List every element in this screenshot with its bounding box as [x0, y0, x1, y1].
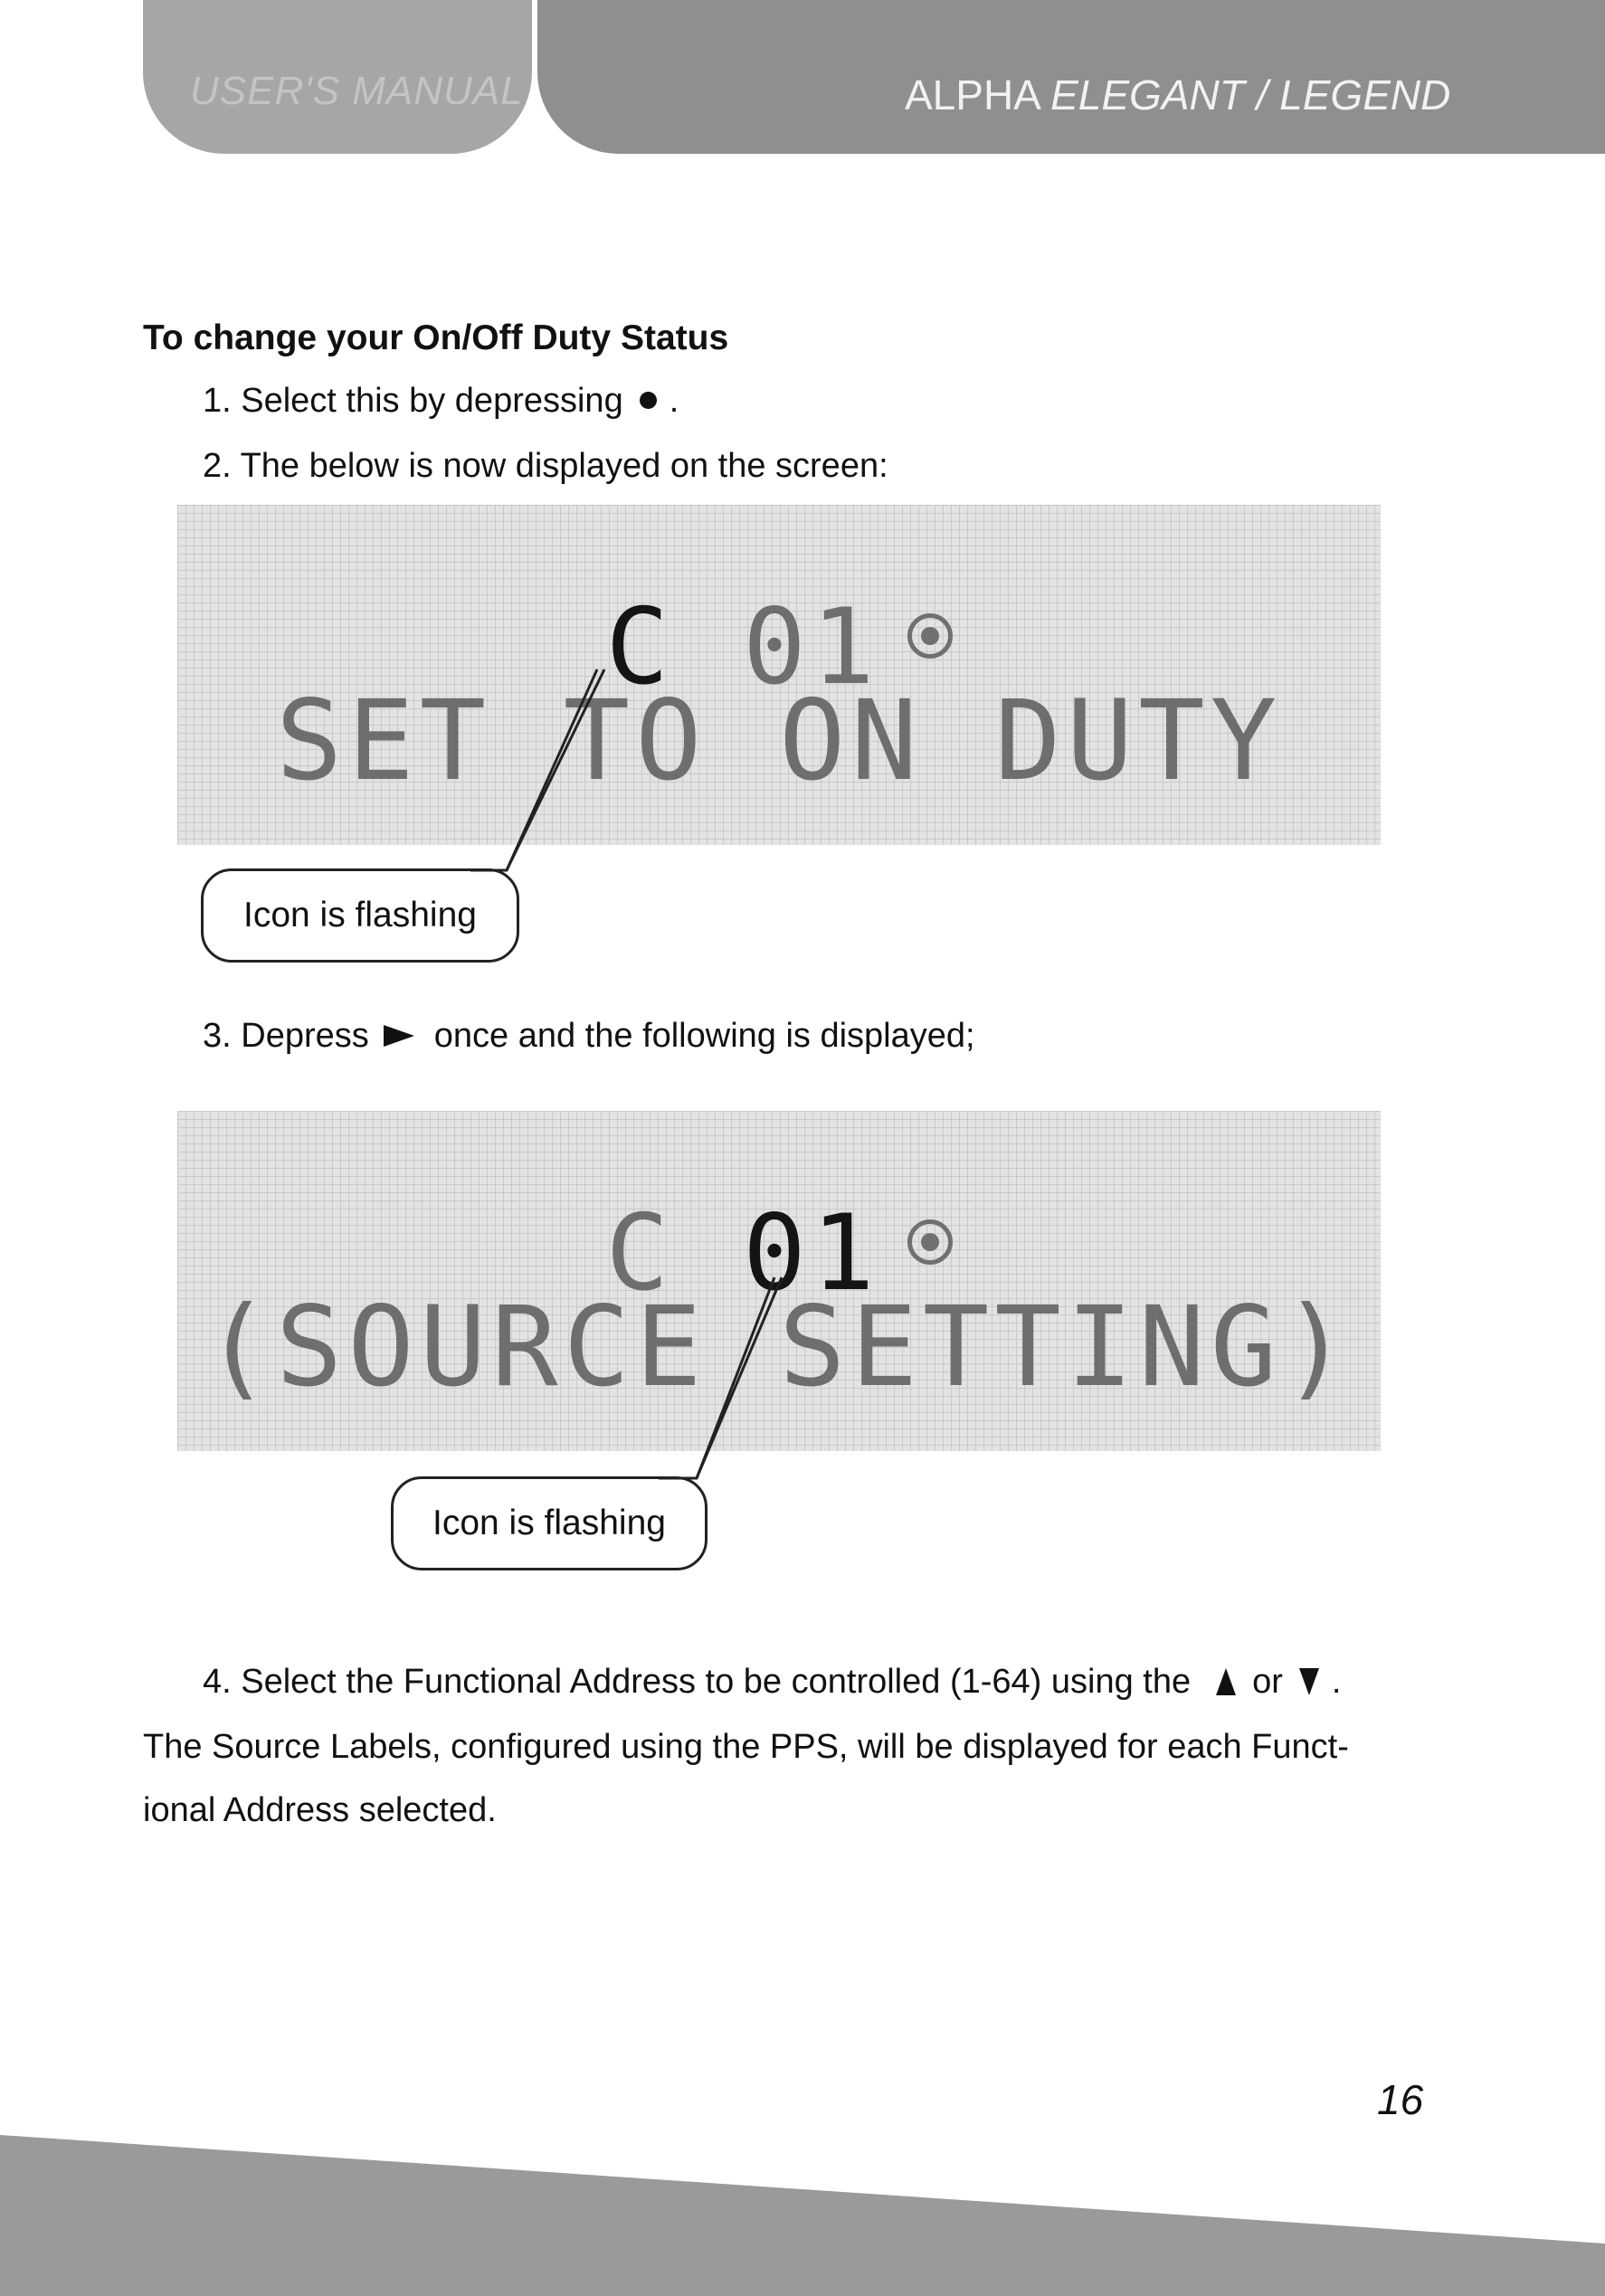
paragraph-line-2: ional Address selected. [143, 1791, 497, 1829]
step-4-or: or [1252, 1663, 1283, 1701]
lcd-1-message: SET TO ON DUTY [275, 677, 1283, 805]
brand-plain: ALPHA [905, 71, 1051, 119]
header-tab-manual [143, 0, 532, 154]
brand-title [905, 71, 1450, 119]
target-circle-icon [907, 1219, 953, 1265]
lcd-2-message: (SOURCE SETTING) [204, 1283, 1354, 1411]
step-3 [203, 1017, 975, 1056]
lcd-1-address: 01 [743, 586, 880, 708]
manual-label: USER'S MANUAL [190, 69, 524, 113]
up-triangle-icon [1216, 1668, 1236, 1695]
right-arrow-icon [384, 1025, 414, 1047]
lcd-screen-2 [177, 1111, 1381, 1451]
section-heading: To change your On/Off Duty Status [143, 318, 729, 357]
filled-circle-icon [640, 392, 657, 409]
footer-band [0, 2117, 1605, 2296]
paragraph-line-1: The Source Labels, configured using the PPS, will be displayed for each Funct- [143, 1728, 1349, 1766]
lcd-screen-1 [177, 505, 1381, 845]
target-circle-icon [907, 613, 953, 659]
lcd-2-c-char: C [605, 1192, 675, 1314]
callout-icon-flashing-2: Icon is flashing [391, 1476, 708, 1570]
callout-icon-flashing-1: Icon is flashing [201, 868, 519, 963]
step-4-end: . [1331, 1663, 1342, 1701]
brand-italic: ELEGANT / LEGEND [1050, 71, 1451, 119]
step-1-text: 1. Select this by depressing [203, 382, 623, 420]
step-4-text: 4. Select the Functional Address to be controlled (1-64) using the [203, 1663, 1192, 1701]
step-1-end: . [669, 382, 679, 420]
header-tab-brand [537, 0, 1605, 154]
step-3-after: once and the following is displayed; [433, 1017, 975, 1055]
page-number: 16 [1377, 2076, 1424, 2123]
down-triangle-icon [1299, 1668, 1319, 1695]
step-3-before: 3. Depress [203, 1017, 369, 1055]
step-4 [203, 1663, 1341, 1702]
step-1 [203, 382, 679, 421]
lcd-1-c-char: C [605, 586, 675, 708]
step-2: 2. The below is now displayed on the screen: [203, 447, 888, 485]
lcd-2-address: 01 [743, 1192, 880, 1314]
